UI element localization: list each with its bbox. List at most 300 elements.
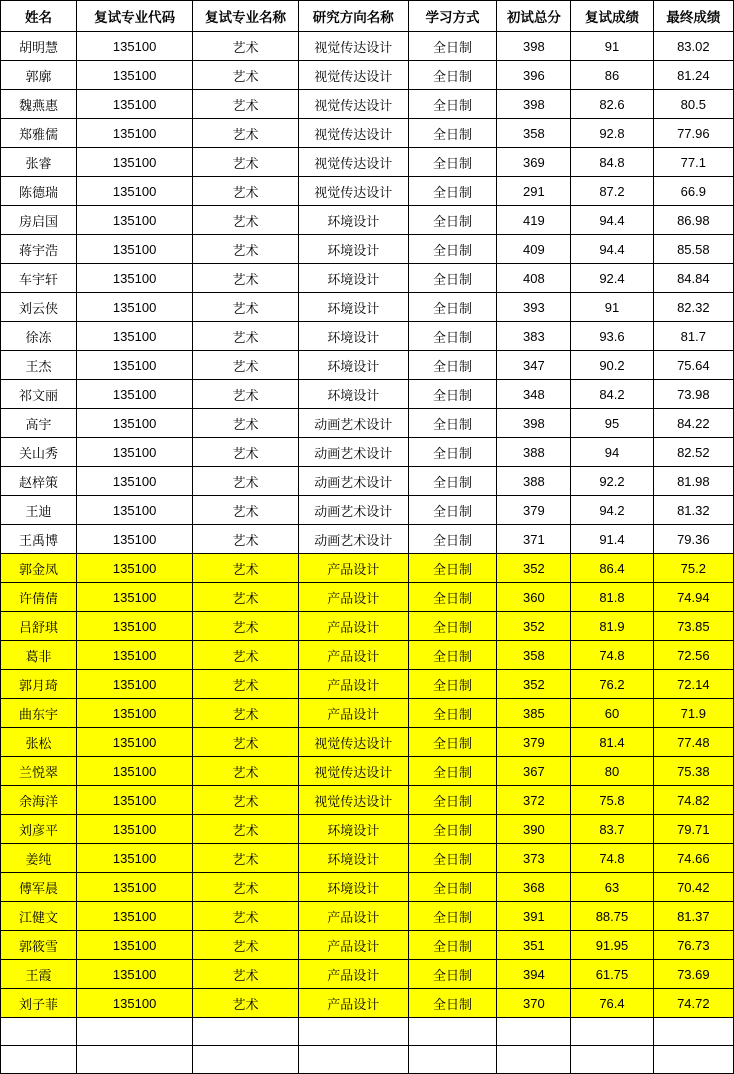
table-cell-0: 江健文 (1, 902, 77, 931)
table-cell-4: 全日制 (408, 873, 497, 902)
table-header-row (1, 1, 734, 32)
table-cell-5: 391 (497, 902, 571, 931)
table-row (1, 525, 734, 554)
table-cell-5: 352 (497, 670, 571, 699)
table-cell-6: 74.8 (571, 844, 653, 873)
table-cell-6: 94.4 (571, 235, 653, 264)
table-cell-4: 全日制 (408, 264, 497, 293)
table-cell-2: 艺术 (193, 931, 299, 960)
table-cell-7: 81.32 (653, 496, 733, 525)
table-cell-1: 135100 (77, 583, 193, 612)
table-cell-blank (653, 1046, 733, 1074)
table-cell-7: 74.72 (653, 989, 733, 1018)
table-cell-2: 艺术 (193, 554, 299, 583)
table-cell-6: 93.6 (571, 322, 653, 351)
table-cell-6: 94 (571, 438, 653, 467)
table-cell-4: 全日制 (408, 496, 497, 525)
table-cell-5: 369 (497, 148, 571, 177)
table-cell-3: 视觉传达设计 (298, 728, 408, 757)
table-cell-blank (1, 1018, 77, 1046)
table-cell-1: 135100 (77, 61, 193, 90)
table-cell-0: 张松 (1, 728, 77, 757)
table-cell-3: 动画艺术设计 (298, 525, 408, 554)
table-cell-4: 全日制 (408, 525, 497, 554)
table-cell-3: 产品设计 (298, 583, 408, 612)
table-cell-2: 艺术 (193, 844, 299, 873)
table-cell-0: 赵梓策 (1, 467, 77, 496)
table-cell-4: 全日制 (408, 815, 497, 844)
table-cell-2: 艺术 (193, 90, 299, 119)
table-cell-3: 环境设计 (298, 206, 408, 235)
table-row-blank (1, 1018, 734, 1046)
table-cell-5: 358 (497, 119, 571, 148)
table-cell-2: 艺术 (193, 119, 299, 148)
table-cell-2: 艺术 (193, 61, 299, 90)
table-cell-2: 艺术 (193, 177, 299, 206)
table-row (1, 264, 734, 293)
table-cell-4: 全日制 (408, 989, 497, 1018)
table-cell-0: 许倩倩 (1, 583, 77, 612)
table-cell-1: 135100 (77, 786, 193, 815)
table-cell-2: 艺术 (193, 264, 299, 293)
table-cell-4: 全日制 (408, 844, 497, 873)
table-cell-5: 368 (497, 873, 571, 902)
table-cell-7: 74.82 (653, 786, 733, 815)
table-cell-7: 77.96 (653, 119, 733, 148)
table-cell-1: 135100 (77, 554, 193, 583)
table-cell-blank (497, 1018, 571, 1046)
table-row (1, 641, 734, 670)
table-cell-4: 全日制 (408, 670, 497, 699)
table-row (1, 380, 734, 409)
table-cell-5: 379 (497, 728, 571, 757)
table-cell-0: 王禹博 (1, 525, 77, 554)
table-cell-7: 76.73 (653, 931, 733, 960)
table-cell-6: 82.6 (571, 90, 653, 119)
table-row (1, 206, 734, 235)
table-cell-4: 全日制 (408, 583, 497, 612)
table-cell-1: 135100 (77, 815, 193, 844)
table-cell-3: 产品设计 (298, 641, 408, 670)
table-cell-7: 73.69 (653, 960, 733, 989)
table-cell-1: 135100 (77, 844, 193, 873)
table-cell-3: 产品设计 (298, 612, 408, 641)
column-header-major-name: 复试专业名称 (193, 1, 299, 32)
table-cell-4: 全日制 (408, 409, 497, 438)
table-cell-7: 66.9 (653, 177, 733, 206)
table-cell-1: 135100 (77, 148, 193, 177)
table-row (1, 177, 734, 206)
table-cell-5: 398 (497, 32, 571, 61)
table-row (1, 902, 734, 931)
table-row (1, 844, 734, 873)
column-header-study-mode: 学习方式 (408, 1, 497, 32)
table-cell-3: 视觉传达设计 (298, 148, 408, 177)
table-cell-1: 135100 (77, 931, 193, 960)
table-cell-3: 环境设计 (298, 844, 408, 873)
table-cell-5: 370 (497, 989, 571, 1018)
table-cell-0: 车宇轩 (1, 264, 77, 293)
table-cell-2: 艺术 (193, 757, 299, 786)
table-cell-4: 全日制 (408, 438, 497, 467)
table-cell-4: 全日制 (408, 235, 497, 264)
table-cell-0: 胡明慧 (1, 32, 77, 61)
table-row (1, 148, 734, 177)
column-header-final-score: 最终成绩 (653, 1, 733, 32)
table-cell-2: 艺术 (193, 902, 299, 931)
table-cell-5: 388 (497, 467, 571, 496)
table-cell-1: 135100 (77, 293, 193, 322)
table-row (1, 583, 734, 612)
table-cell-6: 74.8 (571, 641, 653, 670)
table-cell-6: 92.8 (571, 119, 653, 148)
table-cell-2: 艺术 (193, 148, 299, 177)
table-cell-0: 郭金凤 (1, 554, 77, 583)
table-cell-5: 347 (497, 351, 571, 380)
table-cell-7: 74.66 (653, 844, 733, 873)
table-cell-1: 135100 (77, 757, 193, 786)
table-cell-3: 动画艺术设计 (298, 409, 408, 438)
table-cell-3: 产品设计 (298, 960, 408, 989)
table-cell-1: 135100 (77, 409, 193, 438)
table-cell-4: 全日制 (408, 554, 497, 583)
table-cell-4: 全日制 (408, 351, 497, 380)
table-cell-0: 曲东宇 (1, 699, 77, 728)
table-cell-7: 84.22 (653, 409, 733, 438)
table-cell-0: 高宇 (1, 409, 77, 438)
table-cell-6: 87.2 (571, 177, 653, 206)
table-cell-5: 367 (497, 757, 571, 786)
table-cell-7: 79.71 (653, 815, 733, 844)
table-cell-5: 373 (497, 844, 571, 873)
table-cell-3: 产品设计 (298, 931, 408, 960)
table-cell-4: 全日制 (408, 902, 497, 931)
table-cell-0: 刘云侠 (1, 293, 77, 322)
table-cell-6: 75.8 (571, 786, 653, 815)
table-cell-7: 72.14 (653, 670, 733, 699)
table-cell-2: 艺术 (193, 699, 299, 728)
table-cell-0: 祁文丽 (1, 380, 77, 409)
table-cell-7: 86.98 (653, 206, 733, 235)
table-cell-7: 77.48 (653, 728, 733, 757)
table-cell-6: 91 (571, 32, 653, 61)
table-cell-blank (653, 1018, 733, 1046)
table-cell-5: 352 (497, 554, 571, 583)
table-row (1, 322, 734, 351)
table-cell-7: 81.98 (653, 467, 733, 496)
table-cell-3: 环境设计 (298, 235, 408, 264)
table-row (1, 757, 734, 786)
table-row (1, 293, 734, 322)
table-cell-2: 艺术 (193, 583, 299, 612)
table-cell-5: 291 (497, 177, 571, 206)
table-cell-7: 80.5 (653, 90, 733, 119)
table-cell-5: 390 (497, 815, 571, 844)
table-cell-1: 135100 (77, 496, 193, 525)
table-cell-4: 全日制 (408, 380, 497, 409)
table-cell-1: 135100 (77, 235, 193, 264)
table-row (1, 815, 734, 844)
table-cell-3: 环境设计 (298, 380, 408, 409)
table-cell-4: 全日制 (408, 32, 497, 61)
table-cell-2: 艺术 (193, 786, 299, 815)
table-cell-7: 81.24 (653, 61, 733, 90)
table-cell-blank (298, 1046, 408, 1074)
table-row-blank (1, 1046, 734, 1074)
column-header-initial-score: 初试总分 (497, 1, 571, 32)
table-row (1, 989, 734, 1018)
table-cell-blank (408, 1018, 497, 1046)
table-row (1, 670, 734, 699)
column-header-major-code: 复试专业代码 (77, 1, 193, 32)
table-row (1, 409, 734, 438)
table-row (1, 90, 734, 119)
table-cell-7: 82.32 (653, 293, 733, 322)
table-cell-1: 135100 (77, 264, 193, 293)
column-header-retest-score: 复试成绩 (571, 1, 653, 32)
table-cell-4: 全日制 (408, 786, 497, 815)
table-row (1, 612, 734, 641)
table-cell-3: 产品设计 (298, 554, 408, 583)
table-cell-1: 135100 (77, 612, 193, 641)
table-cell-5: 385 (497, 699, 571, 728)
table-cell-4: 全日制 (408, 612, 497, 641)
table-cell-2: 艺术 (193, 525, 299, 554)
table-cell-6: 91 (571, 293, 653, 322)
table-cell-5: 351 (497, 931, 571, 960)
table-cell-7: 73.98 (653, 380, 733, 409)
table-cell-blank (77, 1018, 193, 1046)
table-row (1, 554, 734, 583)
table-cell-4: 全日制 (408, 90, 497, 119)
table-cell-0: 郑雅儒 (1, 119, 77, 148)
table-cell-3: 产品设计 (298, 699, 408, 728)
table-cell-7: 81.7 (653, 322, 733, 351)
table-cell-6: 90.2 (571, 351, 653, 380)
table-cell-0: 刘子菲 (1, 989, 77, 1018)
table-row (1, 235, 734, 264)
table-cell-7: 73.85 (653, 612, 733, 641)
table-row (1, 351, 734, 380)
table-cell-3: 视觉传达设计 (298, 90, 408, 119)
table-cell-2: 艺术 (193, 641, 299, 670)
table-cell-3: 视觉传达设计 (298, 32, 408, 61)
table-cell-6: 81.4 (571, 728, 653, 757)
table-cell-blank (77, 1046, 193, 1074)
table-cell-3: 产品设计 (298, 902, 408, 931)
table-cell-2: 艺术 (193, 380, 299, 409)
table-cell-5: 379 (497, 496, 571, 525)
table-cell-6: 91.95 (571, 931, 653, 960)
table-cell-2: 艺术 (193, 438, 299, 467)
table-cell-5: 372 (497, 786, 571, 815)
table-cell-5: 371 (497, 525, 571, 554)
table-cell-3: 环境设计 (298, 873, 408, 902)
table-cell-5: 398 (497, 90, 571, 119)
table-cell-6: 94.4 (571, 206, 653, 235)
table-cell-0: 郭筱雪 (1, 931, 77, 960)
table-cell-blank (571, 1046, 653, 1074)
table-cell-3: 环境设计 (298, 264, 408, 293)
table-cell-blank (193, 1046, 299, 1074)
table-cell-0: 王杰 (1, 351, 77, 380)
table-cell-7: 84.84 (653, 264, 733, 293)
table-cell-1: 135100 (77, 641, 193, 670)
table-cell-6: 92.2 (571, 467, 653, 496)
table-cell-2: 艺术 (193, 206, 299, 235)
table-cell-5: 408 (497, 264, 571, 293)
table-cell-2: 艺术 (193, 322, 299, 351)
table-cell-0: 王霞 (1, 960, 77, 989)
table-cell-7: 83.02 (653, 32, 733, 61)
table-cell-2: 艺术 (193, 815, 299, 844)
table-cell-2: 艺术 (193, 293, 299, 322)
table-cell-1: 135100 (77, 670, 193, 699)
table-cell-1: 135100 (77, 525, 193, 554)
table-cell-6: 76.2 (571, 670, 653, 699)
table-cell-4: 全日制 (408, 61, 497, 90)
table-cell-3: 环境设计 (298, 322, 408, 351)
table-cell-4: 全日制 (408, 641, 497, 670)
table-cell-6: 84.8 (571, 148, 653, 177)
table-cell-1: 135100 (77, 380, 193, 409)
table-cell-blank (298, 1018, 408, 1046)
table-row (1, 496, 734, 525)
table-cell-1: 135100 (77, 322, 193, 351)
table-cell-4: 全日制 (408, 148, 497, 177)
table-row (1, 438, 734, 467)
table-cell-2: 艺术 (193, 960, 299, 989)
table-cell-3: 视觉传达设计 (298, 757, 408, 786)
table-cell-0: 关山秀 (1, 438, 77, 467)
table-cell-7: 75.38 (653, 757, 733, 786)
table-cell-7: 72.56 (653, 641, 733, 670)
table-cell-4: 全日制 (408, 699, 497, 728)
table-cell-5: 398 (497, 409, 571, 438)
table-cell-0: 吕舒琪 (1, 612, 77, 641)
table-cell-6: 63 (571, 873, 653, 902)
table-cell-4: 全日制 (408, 206, 497, 235)
table-cell-4: 全日制 (408, 931, 497, 960)
table-cell-6: 76.4 (571, 989, 653, 1018)
table-cell-0: 葛非 (1, 641, 77, 670)
table-cell-3: 动画艺术设计 (298, 496, 408, 525)
table-row (1, 728, 734, 757)
table-cell-7: 77.1 (653, 148, 733, 177)
table-cell-4: 全日制 (408, 728, 497, 757)
table-cell-3: 视觉传达设计 (298, 119, 408, 148)
table-row (1, 786, 734, 815)
table-cell-0: 陈德瑞 (1, 177, 77, 206)
table-cell-3: 动画艺术设计 (298, 438, 408, 467)
table-cell-3: 环境设计 (298, 293, 408, 322)
table-cell-0: 王迪 (1, 496, 77, 525)
table-cell-0: 傅军晨 (1, 873, 77, 902)
table-cell-3: 视觉传达设计 (298, 61, 408, 90)
table-cell-7: 85.58 (653, 235, 733, 264)
table-cell-0: 郭月琦 (1, 670, 77, 699)
table-cell-5: 360 (497, 583, 571, 612)
table-cell-4: 全日制 (408, 293, 497, 322)
column-header-name: 姓名 (1, 1, 77, 32)
table-cell-2: 艺术 (193, 467, 299, 496)
table-cell-0: 郭廓 (1, 61, 77, 90)
table-cell-1: 135100 (77, 206, 193, 235)
table-cell-7: 74.94 (653, 583, 733, 612)
table-cell-5: 394 (497, 960, 571, 989)
table-cell-3: 视觉传达设计 (298, 786, 408, 815)
table-cell-4: 全日制 (408, 467, 497, 496)
table-cell-2: 艺术 (193, 728, 299, 757)
table-cell-6: 88.75 (571, 902, 653, 931)
table-cell-7: 70.42 (653, 873, 733, 902)
table-cell-1: 135100 (77, 90, 193, 119)
table-row (1, 119, 734, 148)
table-cell-5: 393 (497, 293, 571, 322)
table-cell-4: 全日制 (408, 960, 497, 989)
table-cell-0: 刘彦平 (1, 815, 77, 844)
table-cell-2: 艺术 (193, 235, 299, 264)
table-cell-7: 79.36 (653, 525, 733, 554)
table-cell-blank (497, 1046, 571, 1074)
table-cell-6: 81.8 (571, 583, 653, 612)
table-cell-0: 余海洋 (1, 786, 77, 815)
table-cell-1: 135100 (77, 177, 193, 206)
table-cell-6: 60 (571, 699, 653, 728)
table-cell-2: 艺术 (193, 409, 299, 438)
table-cell-6: 91.4 (571, 525, 653, 554)
table-row (1, 61, 734, 90)
table-cell-0: 姜纯 (1, 844, 77, 873)
table-cell-1: 135100 (77, 960, 193, 989)
table-cell-1: 135100 (77, 351, 193, 380)
table-cell-7: 81.37 (653, 902, 733, 931)
table-cell-3: 视觉传达设计 (298, 177, 408, 206)
table-cell-0: 蒋宇浩 (1, 235, 77, 264)
table-cell-2: 艺术 (193, 351, 299, 380)
table-cell-2: 艺术 (193, 32, 299, 61)
table-cell-5: 348 (497, 380, 571, 409)
table-cell-0: 张睿 (1, 148, 77, 177)
table-cell-6: 84.2 (571, 380, 653, 409)
table-cell-3: 环境设计 (298, 815, 408, 844)
table-cell-1: 135100 (77, 902, 193, 931)
table-row (1, 467, 734, 496)
table-cell-7: 75.2 (653, 554, 733, 583)
table-cell-0: 魏燕惠 (1, 90, 77, 119)
table-cell-blank (571, 1018, 653, 1046)
table-cell-blank (193, 1018, 299, 1046)
table-cell-7: 71.9 (653, 699, 733, 728)
table-cell-4: 全日制 (408, 322, 497, 351)
table-cell-3: 动画艺术设计 (298, 467, 408, 496)
column-header-research-direction: 研究方向名称 (298, 1, 408, 32)
table-cell-1: 135100 (77, 119, 193, 148)
table-cell-1: 135100 (77, 728, 193, 757)
table-cell-3: 产品设计 (298, 989, 408, 1018)
table-cell-2: 艺术 (193, 612, 299, 641)
table-row (1, 960, 734, 989)
table-cell-6: 81.9 (571, 612, 653, 641)
table-cell-5: 409 (497, 235, 571, 264)
table-cell-6: 61.75 (571, 960, 653, 989)
table-cell-0: 房启国 (1, 206, 77, 235)
table-cell-5: 383 (497, 322, 571, 351)
table-cell-5: 388 (497, 438, 571, 467)
table-cell-7: 75.64 (653, 351, 733, 380)
table-row (1, 32, 734, 61)
table-cell-6: 92.4 (571, 264, 653, 293)
